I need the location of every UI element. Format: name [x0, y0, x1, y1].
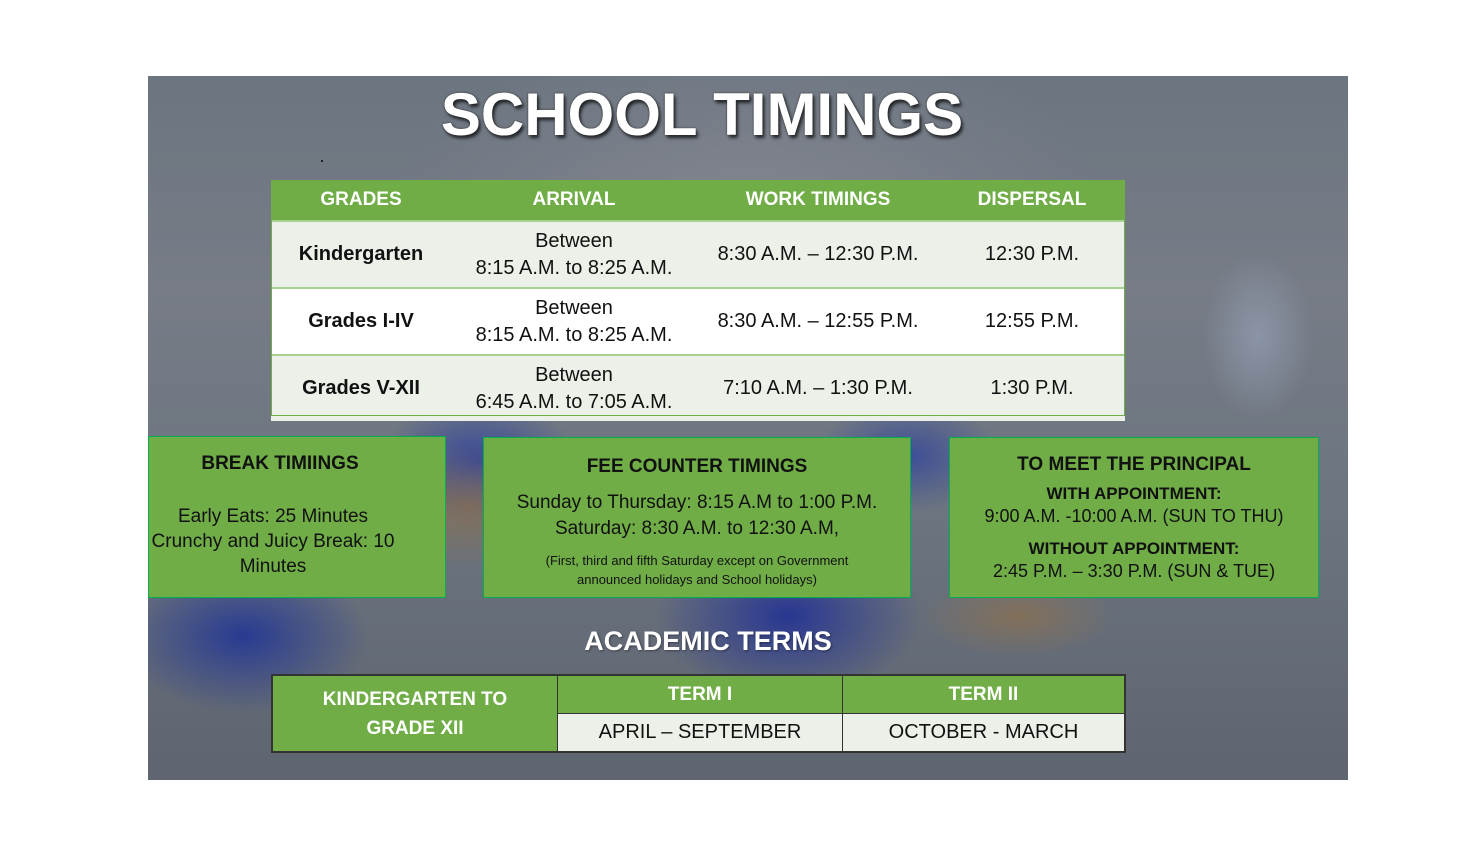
page-title: SCHOOL TIMINGS	[440, 81, 964, 148]
arrival-line1: Between	[535, 296, 613, 319]
stray-dot	[321, 160, 323, 162]
term-1-period: APRIL – SEPTEMBER	[558, 714, 843, 753]
grade-cell: Grades I-IV	[271, 288, 451, 355]
table-row	[271, 288, 1125, 355]
without-appointment-label: WITHOUT APPOINTMENT:	[1028, 539, 1240, 558]
with-appointment-label: WITH APPOINTMENT:	[1046, 484, 1222, 503]
fee-note-line: announced holidays and School holidays)	[577, 572, 817, 587]
table-row	[271, 221, 1125, 288]
term-1-header: TERM I	[558, 675, 843, 714]
fee-counter-box	[483, 437, 911, 598]
header-dispersal: DISPERSAL	[939, 180, 1125, 221]
break-timings-body	[149, 504, 397, 579]
header-grades: GRADES	[271, 180, 451, 221]
break-timings-heading: BREAK TIMIINGS	[201, 453, 359, 474]
header-work-timings: WORK TIMINGS	[697, 180, 939, 221]
work-timings-cell: 7:10 A.M. – 1:30 P.M.	[697, 355, 939, 421]
arrival-cell	[451, 221, 697, 288]
arrival-line2: 8:15 A.M. to 8:25 A.M.	[475, 256, 673, 279]
term-2-period: OCTOBER - MARCH	[843, 714, 1126, 753]
school-timings-table	[271, 180, 1125, 421]
fee-counter-heading: FEE COUNTER TIMINGS	[586, 456, 808, 477]
arrival-line2: 6:45 A.M. to 7:05 A.M.	[475, 390, 673, 413]
scope-line: GRADE XII	[366, 717, 464, 739]
slide	[148, 76, 1348, 780]
table-row	[271, 355, 1125, 421]
without-appointment-value: 2:45 P.M. – 3:30 P.M. (SUN & TUE)	[992, 561, 1276, 581]
terms-header-row	[272, 675, 1125, 714]
work-timings-cell: 8:30 A.M. – 12:30 P.M.	[697, 221, 939, 288]
arrival-cell	[451, 355, 697, 421]
scope-line: KINDERGARTEN TO	[322, 688, 508, 710]
fee-weekday-hours: Sunday to Thursday: 8:15 A.M to 1:00 P.M.	[516, 492, 878, 513]
arrival-line2: 8:15 A.M. to 8:25 A.M.	[475, 323, 673, 346]
dispersal-cell: 1:30 P.M.	[939, 355, 1125, 421]
arrival-line1: Between	[535, 229, 613, 252]
break-line: Minutes	[239, 556, 307, 577]
header-arrival: ARRIVAL	[451, 180, 697, 221]
dispersal-cell: 12:55 P.M.	[939, 288, 1125, 355]
grade-cell: Kindergarten	[271, 221, 451, 288]
term-2-header: TERM II	[843, 675, 1126, 714]
fee-note	[484, 551, 910, 589]
with-appointment-value: 9:00 A.M. -10:00 A.M. (SUN TO THU)	[984, 506, 1284, 526]
work-timings-cell: 8:30 A.M. – 12:55 P.M.	[697, 288, 939, 355]
arrival-line1: Between	[535, 363, 613, 386]
break-line: Crunchy and Juicy Break: 10	[151, 531, 395, 552]
academic-terms-title: ACADEMIC TERMS	[584, 626, 832, 656]
principal-heading: TO MEET THE PRINCIPAL	[1017, 454, 1251, 475]
table-header-row	[271, 180, 1125, 221]
arrival-cell	[451, 288, 697, 355]
break-timings-box	[148, 436, 446, 598]
academic-terms-table	[271, 674, 1126, 753]
fee-note-line: (First, third and fifth Saturday except on Government	[545, 553, 849, 568]
terms-scope-cell	[272, 675, 558, 752]
meet-principal-box	[949, 437, 1319, 598]
grade-cell: Grades V-XII	[271, 355, 451, 421]
fee-saturday-hours: Saturday: 8:30 A.M. to 12:30 A.M,	[554, 518, 840, 539]
dispersal-cell: 12:30 P.M.	[939, 221, 1125, 288]
break-line: Early Eats: 25 Minutes	[177, 506, 369, 527]
